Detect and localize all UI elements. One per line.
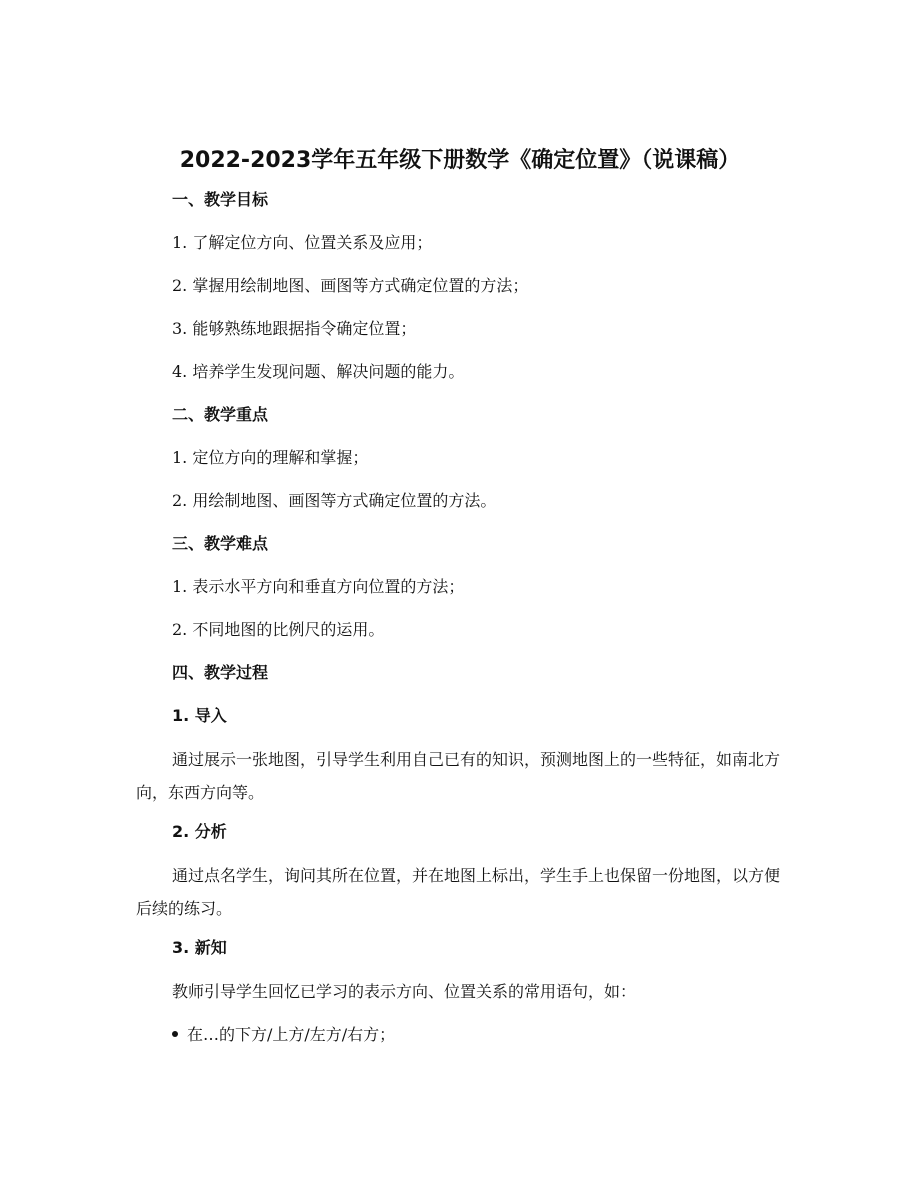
difficulty-item: 1. 表示水平方向和垂直方向位置的方法； [172,577,465,596]
bullet-dot-icon [172,1031,178,1037]
section-heading-difficulties: 三、教学难点 [172,534,269,553]
subsection-paragraph-intro: 通过展示一张地图，引导学生利用自己已有的知识，预测地图上的一些特征，如南北方向，东西方向等。 [136,750,781,802]
goal-item: 3. 能够熟练地跟据指令确定位置； [172,319,417,338]
section-heading-process: 四、教学过程 [172,663,269,682]
bullet-item [172,1023,395,1047]
goal-item: 4. 培养学生发现问题、解决问题的能力。 [172,362,465,381]
section-heading-key-points: 二、教学重点 [172,405,269,424]
goal-item: 2. 掌握用绘制地图、画图等方式确定位置的方法； [172,276,529,295]
difficulty-item: 2. 不同地图的比例尺的运用。 [172,620,385,639]
subsection-paragraph-new-knowledge: 教师引导学生回忆已学习的表示方向、位置关系的常用语句，如： [172,982,637,1001]
section-heading-goals: 一、教学目标 [172,190,269,209]
goal-item: 1. 了解定位方向、位置关系及应用； [172,233,433,252]
subsection-heading-new-knowledge: 3. 新知 [172,938,227,957]
key-point-item: 1. 定位方向的理解和掌握； [172,448,369,467]
subsection-paragraph-analysis: 通过点名学生，询问其所在位置，并在地图上标出，学生手上也保留一份地图，以方便后续的练习。 [136,866,781,918]
subsection-heading-intro: 1. 导入 [172,706,227,725]
subsection-heading-analysis: 2. 分析 [172,822,227,841]
bullet-item-text: 在…的下方/上方/左方/右方； [187,1025,396,1044]
document-title: 2022-2023学年五年级下册数学《确定位置》（说课稿） [179,148,741,173]
key-point-item: 2. 用绘制地图、画图等方式确定位置的方法。 [172,491,497,510]
